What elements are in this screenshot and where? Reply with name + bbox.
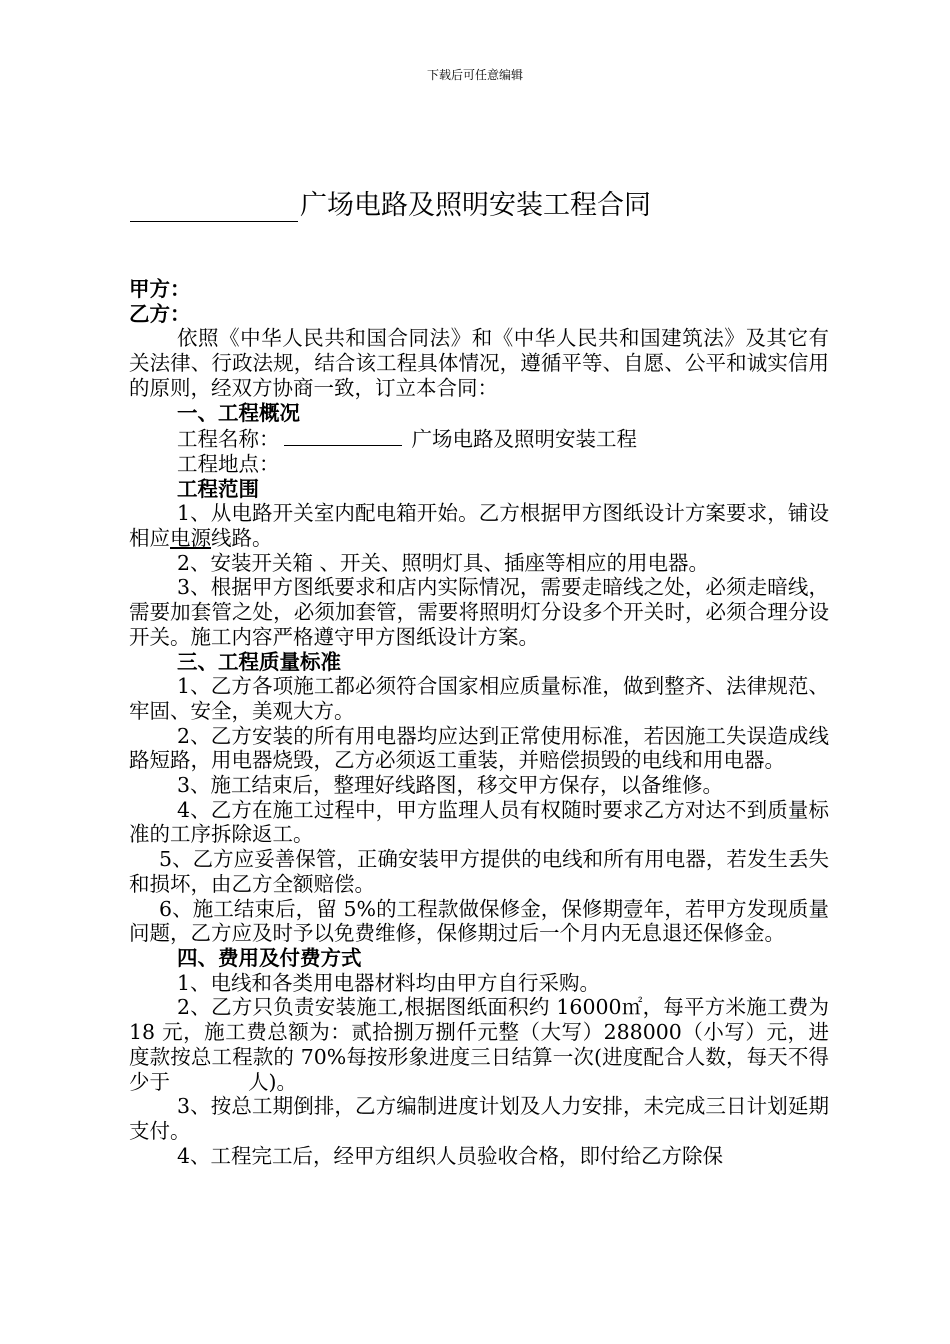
payment-item-4: 4、工程完工后，经甲方组织人员验收合格，即付给乙方除保 <box>177 1143 724 1168</box>
title-blank-line <box>130 193 298 222</box>
quality-item-3: 3、施工结束后，整理好线路图，移交甲方保存，以备维修。 <box>177 773 724 798</box>
scope-item-1 <box>129 501 829 550</box>
payment-item-1: 1、电线和各类用电器材料均由甲方自行采购。 <box>177 970 601 995</box>
project-name-line <box>129 425 829 452</box>
payment-item-2 <box>129 995 829 1094</box>
section-1-heading: 一、工程概况 <box>177 400 300 425</box>
project-name-value: 广场电路及照明安装工程 <box>411 427 637 452</box>
contract-body <box>129 277 829 1168</box>
quality-item-4: 4、乙方在施工过程中，甲方监理人员有权随时要求乙方对达不到质量标准的工序拆除返工。 <box>129 797 829 847</box>
scope-item-3: 3、根据甲方图纸要求和店内实际情况，需要走暗线之处，必须走暗线，需要加套管之处，必须加套管，需要将照明灯分设多个开关时，必须合理分设开关。施工内容严格遵守甲方图纸设计方案。 <box>129 575 829 649</box>
quality-item-1: 1、乙方各项施工都必须符合国家相应质量标准，做到整齐、法律规范、牢固、安全，美观大方。 <box>129 674 829 723</box>
section-4-heading: 四、费用及付费方式 <box>177 945 362 970</box>
section-2-heading: 工程范围 <box>177 476 259 501</box>
payment-item-3: 3、按总工期倒排，乙方编制进度计划及人力安排，未完成三日计划延期支付。 <box>129 1094 829 1143</box>
party-b-label: 乙方： <box>129 301 191 326</box>
quality-item-5: 5、乙方应妥善保管，正确安装甲方提供的电线和所有用电器，若发生丢失和损坏，由乙方全额赔偿。 <box>129 847 829 896</box>
payment-item-2-text-a: 2、乙方只负责安装施工,根据图纸面积约 16000㎡，每平方米施工费为 18 元，施工费总额为：贰拾捌万捌仟元整（大写）288000（小写）元，进度款按总工程款的 70%每按形象进度三日结算一次(进度配合人数，每天不得少于 <box>129 995 829 1094</box>
intro-paragraph: 依照《中华人民共和国合同法》和《中华人民共和国建筑法》及其它有关法律、行政法规，结合该工程具体情况，遵循平等、自愿、公平和诚实信用的原则，经双方协商一致，订立本合同： <box>129 326 829 400</box>
quality-item-6: 6、施工结束后，留 5%的工程款做保修金，保修期壹年，若甲方发现质量问题，乙方应及时予以免费维修，保修期过后一个月内无息退还保修金。 <box>129 896 829 946</box>
payment-item-2-text-b: 人)。 <box>248 1069 297 1094</box>
scope-item-2: 2、安装开关箱 、开关、照明灯具、插座等相应的用电器。 <box>177 550 710 575</box>
section-3-heading: 三、工程质量标准 <box>177 649 341 674</box>
scope-item-1-underlined: 电源 <box>170 526 211 551</box>
project-location-label: 工程地点： <box>177 451 280 476</box>
contract-title <box>130 183 850 222</box>
scope-item-1-text-a: 1、从电路开关室内配电箱开始。乙方根据甲方图纸设计方案要求，铺设相应 <box>129 501 829 551</box>
project-name-label: 工程名称： <box>177 427 280 452</box>
project-name-blank <box>284 425 402 446</box>
title-text: 广场电路及照明安装工程合同 <box>300 190 651 221</box>
page-header: 下载后可任意编辑 <box>426 68 523 82</box>
party-a-label: 甲方： <box>129 277 191 301</box>
scope-item-1-text-b: 线路。 <box>211 526 273 551</box>
quality-item-2: 2、乙方安装的所有用电器均应达到正常使用标准，若因施工失误造成线路短路，用电器烧毁，乙方必须返工重装，并赔偿损毁的电线和用电器。 <box>129 723 829 773</box>
